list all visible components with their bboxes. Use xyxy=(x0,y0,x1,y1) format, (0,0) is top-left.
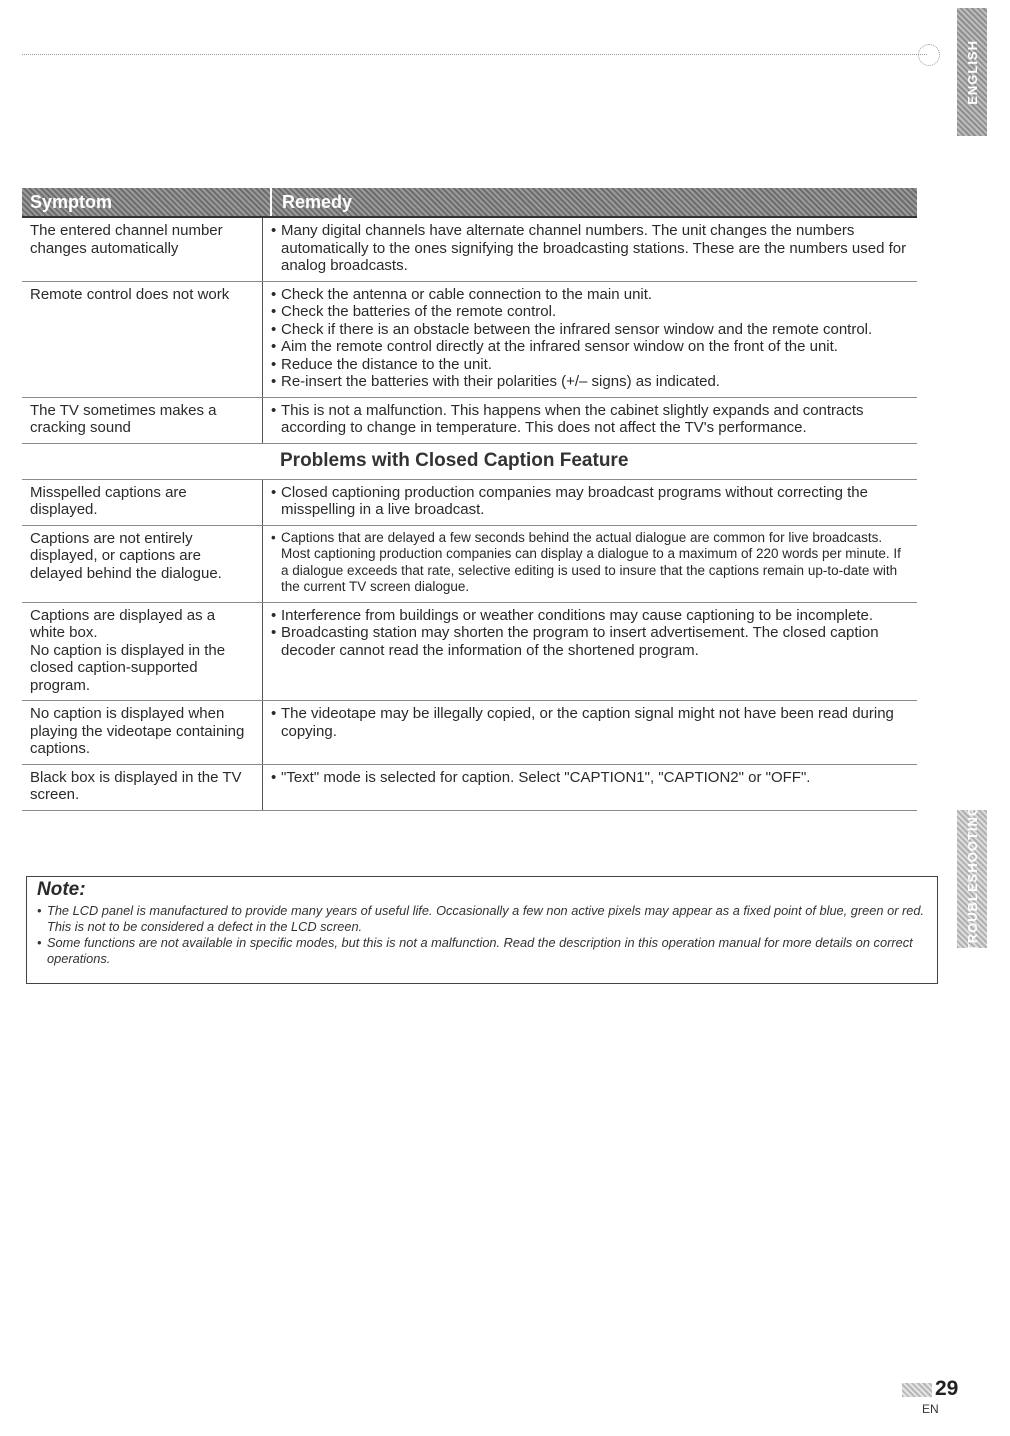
symptom-cell xyxy=(22,398,262,443)
remedy-cell xyxy=(262,480,917,525)
table-body-general xyxy=(22,218,917,444)
note-title: Note: xyxy=(37,879,86,900)
note-item: • Some functions are not available in specific modes, but this is not a malfunction. Read the description in this operation manual for more details on correct operations. xyxy=(37,935,927,967)
table-row xyxy=(22,701,917,765)
top-dotted-rule xyxy=(22,54,927,55)
symptom-cell xyxy=(22,765,262,810)
symptom-text: Captions are displayed as a white box. xyxy=(30,606,216,641)
table-row xyxy=(22,603,917,702)
side-tab-english-label: ENGLISH xyxy=(964,39,980,105)
side-tab-troubleshooting-label: TROUBLESHOOTING xyxy=(964,805,980,953)
remedy-item: • This is not a malfunction. This happens when the cabinet slightly expands and contracts according to change in temperature. This does not affect the TV's performance. xyxy=(271,402,909,437)
symptom-cell xyxy=(22,480,262,525)
remedy-cell xyxy=(262,701,917,764)
remedy-item: • "Text" mode is selected for caption. Select "CAPTION1", "CAPTION2" or "OFF". xyxy=(271,769,909,787)
remedy-item: • Interference from buildings or weather conditions may cause captioning to be incomplete. xyxy=(271,607,909,625)
page-number: 29 xyxy=(935,1377,959,1400)
symptom-text: No caption is displayed when playing the videotape containing captions. xyxy=(30,705,245,757)
symptom-cell xyxy=(22,282,262,397)
symptom-text: Remote control does not work xyxy=(30,285,230,303)
side-tab-troubleshooting xyxy=(957,805,987,953)
table-row xyxy=(22,480,917,526)
page-number-decoration xyxy=(902,1383,932,1397)
top-circle-decoration xyxy=(918,44,940,66)
remedy-item: • Broadcasting station may shorten the program to insert advertisement. The closed caption decoder cannot read the information of the shortened program. xyxy=(271,624,909,659)
remedy-cell xyxy=(262,765,917,810)
remedy-item: • The videotape may be illegally copied, or the caption signal might not have been read during copying. xyxy=(271,705,909,740)
remedy-item: • Check if there is an obstacle between the infrared sensor window and the remote control. xyxy=(271,321,909,339)
page-language: EN xyxy=(922,1402,939,1416)
section-title: Problems with Closed Caption Feature xyxy=(280,450,629,471)
section-heading xyxy=(22,444,917,480)
remedy-cell xyxy=(262,218,917,281)
troubleshooting-table xyxy=(22,188,917,811)
remedy-item: • Check the batteries of the remote control. xyxy=(271,303,909,321)
remedy-item: • Check the antenna or cable connection to the main unit. xyxy=(271,286,909,304)
symptom-cell xyxy=(22,526,262,602)
side-tab-english xyxy=(957,8,987,136)
symptom-text: No caption is displayed in the closed caption-supported program. xyxy=(30,641,226,694)
symptom-text: Captions are not entirely displayed, or captions are delayed behind the dialogue. xyxy=(30,529,222,582)
remedy-item: • Reduce the distance to the unit. xyxy=(271,356,909,374)
remedy-cell xyxy=(262,603,917,701)
remedy-cell xyxy=(262,526,917,602)
remedy-item: • Closed captioning production companies may broadcast programs without correcting the misspelling in a live broadcast. xyxy=(271,484,909,519)
remedy-item: • Aim the remote control directly at the infrared sensor window on the front of the unit. xyxy=(271,338,909,356)
symptom-text: The entered channel number changes automatically xyxy=(30,222,223,257)
symptom-cell xyxy=(22,218,262,281)
remedy-item: • Re-insert the batteries with their polarities (+/– signs) as indicated. xyxy=(271,373,909,391)
remedy-item: • Many digital channels have alternate channel numbers. The unit changes the numbers automatically to the ones signifying the broadcasting stations. These are the numbers used for analog broadcasts. xyxy=(271,222,909,275)
symptom-cell xyxy=(22,701,262,764)
remedy-cell xyxy=(262,398,917,443)
symptom-text: The TV sometimes makes a cracking sound xyxy=(30,401,217,436)
note-item: • The LCD panel is manufactured to provide many years of useful life. Occasionally a few non active pixels may appear as a fixed point of blue, green or red. This is not to be considered a defect in the LCD screen. xyxy=(37,903,927,935)
table-row xyxy=(22,282,917,398)
table-row xyxy=(22,218,917,282)
remedy-cell xyxy=(262,282,917,397)
table-row xyxy=(22,765,917,811)
remedy-header: Remedy xyxy=(270,188,917,216)
note-box xyxy=(26,876,938,984)
table-body-captions xyxy=(22,480,917,811)
symptom-cell xyxy=(22,603,262,701)
symptom-header: Symptom xyxy=(30,192,113,212)
remedy-item: • Captions that are delayed a few seconds behind the actual dialogue are common for live broadcasts. Most captioning production companies can display a dialogue to a maximum of 220 words per minute. If a dialogue exceeds that rate, selective editing is used to insure that the captions remain up-to-date with the current TV screen dialogue. xyxy=(271,530,909,596)
symptom-text: Black box is displayed in the TV screen. xyxy=(30,768,242,803)
table-row xyxy=(22,526,917,603)
symptom-text: Misspelled captions are displayed. xyxy=(30,483,187,518)
table-header xyxy=(22,188,917,218)
note-list xyxy=(37,903,927,967)
table-row xyxy=(22,398,917,444)
